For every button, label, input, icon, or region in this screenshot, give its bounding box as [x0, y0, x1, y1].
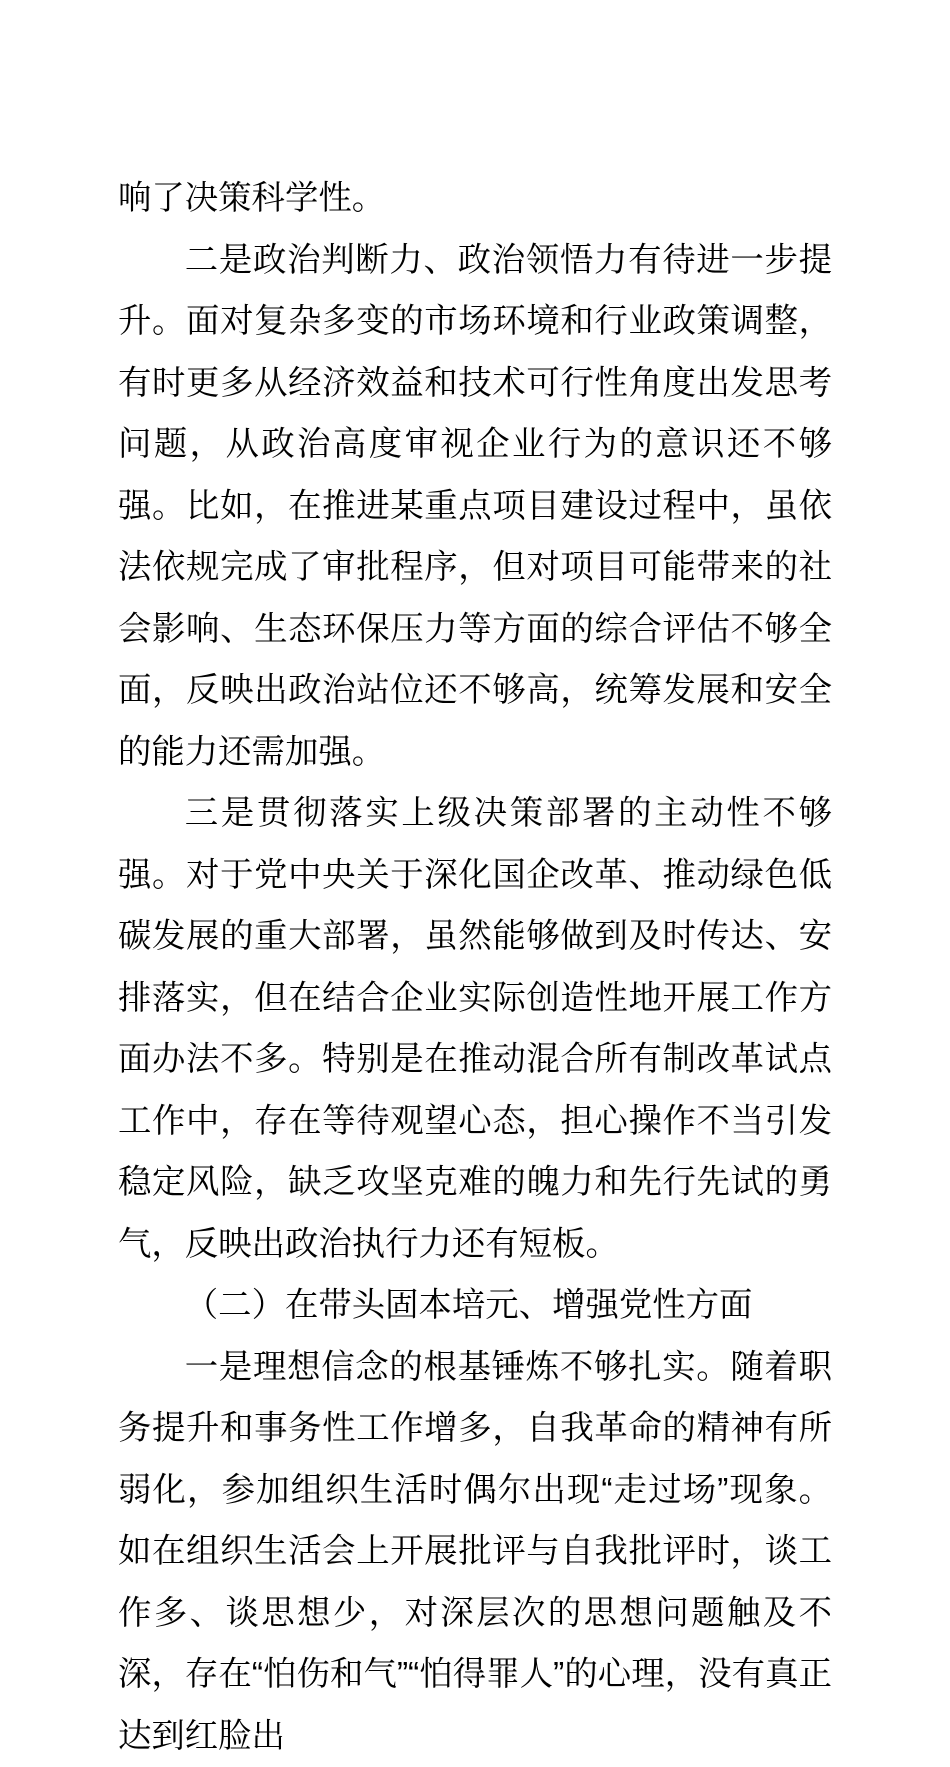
paragraph-point-two: 二是政治判断力、政治领悟力有待进一步提升。面对复杂多变的市场环境和行业政策调整，有时更多从经济效益和技术可行性角度出发思考问题，从政治高度审视企业行为的意识还不够强。比如，在推进某重点项目建设过程中，虽依法依规完成了审批程序，但对项目可能带来的社会影响、生态环保压力等方面的综合评估不够全面，反映出政治站位还不够高，统筹发展和安全的能力还需加强。: [118, 230, 832, 784]
section-heading-two: （二）在带头固本培元、增强党性方面: [118, 1275, 832, 1337]
paragraph-carryover-line: 响了决策科学性。: [118, 168, 832, 230]
document-text-body: [118, 168, 832, 1767]
paragraph-section-two-point-one: 一是理想信念的根基锤炼不够扎实。随着职务提升和事务性工作增多，自我革命的精神有所弱化，参加组织生活时偶尔出现“走过场”现象。如在组织生活会上开展批评与自我批评时，谈工作多、谈思想少，对深层次的思想问题触及不深，存在“怕伤和气”“怕得罪人”的心理，没有真正达到红脸出: [118, 1337, 832, 1767]
paragraph-point-three: 三是贯彻落实上级决策部署的主动性不够强。对于党中央关于深化国企改革、推动绿色低碳发展的重大部署，虽然能够做到及时传达、安排落实，但在结合企业实际创造性地开展工作方面办法不多。特别是在推动混合所有制改革试点工作中，存在等待观望心态，担心操作不当引发稳定风险，缺乏攻坚克难的魄力和先行先试的勇气，反映出政治执行力还有短板。: [118, 783, 832, 1275]
